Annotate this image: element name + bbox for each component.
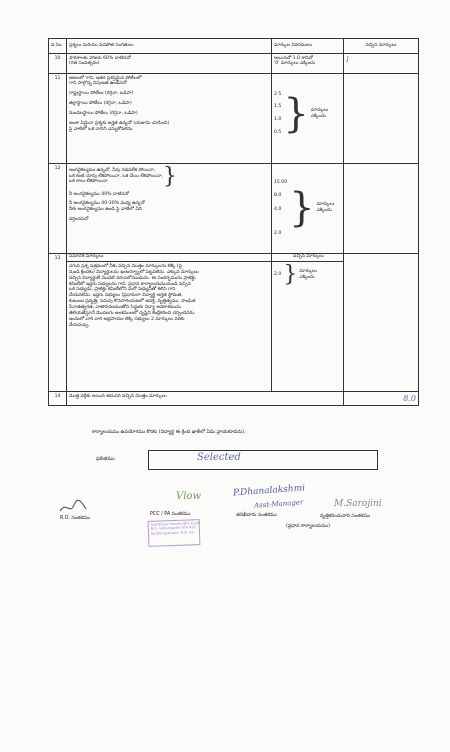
office-use-note: కార్యాలయము ఉపయోగము కొరకు (విద్యార్థి ఈ క్రింది ఖాళీలో ఏమి వ్రాయకూడదు). [92, 430, 246, 435]
brace-label [311, 108, 329, 120]
brace-label-line: మార్కులు [316, 202, 335, 208]
row-question [67, 164, 272, 254]
table-row-13 [49, 254, 419, 392]
paragraph-line: ఎగువ ప్రశ్న పత్రములో నీకు వచ్చిన మొత్తం మార్కులను లెక్కి (పై [69, 263, 182, 269]
row-marks-rule [272, 54, 344, 74]
question-line: అంశా ఏమైనా ప్రశ్నకు అర్హత ఉన్నచో (యజామి చూపించి) [69, 120, 170, 126]
marks-sub-header: వచ్చిన మార్కులు [272, 254, 343, 262]
organisation-stamp [148, 519, 201, 547]
paragraph-line: వచ్చిన విద్యార్థులే మొదటి వరుసలోనుండును. ఈ సందర్భమును ప్రాజెక్టు [69, 275, 196, 281]
paragraph-line: కమిటీలో ఇద్దరు సభ్యులను గాని, ప్రధాన కార్యాలయమునుండి వచ్చిన [69, 281, 191, 287]
row-number: 14 [49, 392, 67, 406]
right-brace-icon: } [283, 90, 309, 137]
brace-label-line: ఎక్కించు [316, 208, 332, 214]
marks-group [274, 180, 341, 238]
question-line: (గత సంవత్సరం) [69, 61, 100, 67]
stamp-line: Ibrahimpatnam, R.R. Dt. [150, 530, 195, 536]
row-marks-options [272, 164, 344, 254]
total-value: 8.0 [403, 393, 416, 403]
result-box [148, 450, 378, 470]
marks-group [274, 92, 341, 137]
checker-signature: P.Dhanalakshmi [232, 483, 306, 499]
marks-value: 2.0 [274, 271, 282, 277]
row-awarded-marks [344, 254, 419, 392]
table-row-10 [49, 54, 419, 74]
question-line: రాష్ట్రస్థాయి పోటీలు (రెగ్గెనా, ఒడిపా) [69, 91, 134, 97]
question-line: ఒక కాలు లేకపోయినా [69, 179, 108, 185]
row-total-label: మొత్త వర్గీకు అయిన తదుపరి వచ్చిన మొత్తం మార్కులు [67, 392, 344, 406]
question-line: ఆటలలో గాని, ఇతర ప్రశస్తమైన పోటీలలో [69, 75, 142, 81]
marks-values [274, 180, 287, 238]
paragraph-line: నుండి క్రిందకు) విద్యార్థులను ఇంటర్వ్యూలో పెట్టవలెను. ఎక్కువ మార్కులు [69, 269, 199, 275]
header-awarded-marks: వచ్చిన మార్కులు [344, 39, 419, 54]
question-line: పై వాటిలో ఒక దానిని ఎన్నుకోవలెను. [69, 126, 134, 132]
officer-signature: M.Sarojini [334, 499, 382, 509]
marks-line: '0' మార్కులు ఎక్కించు [274, 61, 316, 67]
question-group [69, 163, 269, 189]
paragraph-line: చేయవలెను. ఇద్దరు సభ్యులు (ప్రధానంగా విద్యార్థి అర్హత స్థోమత, [69, 293, 183, 299]
row-number: 13 [49, 254, 67, 392]
brace-label [299, 269, 317, 281]
row-question [67, 54, 272, 74]
paragraph-line: కుటుంబ ప్రవృత్తి, సదుపు కొనసాగించుటలో ఆసక్తి, వృత్తిత్వము, సాంఘిక [69, 299, 196, 305]
question-line: పాఠశాలకు హాజరు 60% దాటినచో [69, 55, 131, 61]
header-question: ప్రశ్నలు మరియు పదపోత సంగతులు [67, 39, 272, 54]
header-marks-details: మార్కుల వివరములు [272, 39, 344, 54]
row-awarded-marks [344, 54, 419, 74]
marks-value: 2.0 [274, 231, 282, 237]
question-line: మండలస్థాయి పోటీలు (రెగ్గెనా, ఒడిపా) [69, 111, 138, 116]
question-line: ఒక కంటి చూపు లేకపోయినా, ఒక చేయి లేకపోయినా, [69, 173, 163, 179]
question-intro [69, 168, 163, 186]
table-row-11 [49, 74, 419, 164]
total-awarded-marks [344, 392, 419, 406]
result-value: Selected [197, 452, 241, 463]
table-row-14 [49, 392, 419, 406]
evaluation-table [48, 38, 419, 406]
marks-line: అయినచో 1.0 కానిచో [274, 55, 313, 61]
marks-value: 2.5 [274, 91, 282, 97]
marks-value: 1.5 [274, 104, 282, 110]
stamp-line: B.S. Vellampalle 509 416 [150, 525, 196, 532]
marks-value: 4.0 [274, 207, 282, 213]
result-label: ఫలితము: [96, 456, 116, 462]
checker-title: Asst-Manager [253, 498, 304, 510]
marks-value: 15.00 [274, 179, 288, 185]
paragraph-line: ఒక సభ్యుడు, ప్రాజెక్టు కమిటీలోని మరో సభ్యునితో కలిసి గాని [69, 287, 176, 293]
brace-label-line: మార్కులు [310, 107, 329, 113]
question-line: నీ అంగవైకల్యము 40% దాటినచో [69, 191, 129, 197]
section-title: సమావేశ మార్కులు [67, 254, 271, 262]
paragraph-line: ఇందులో వారి వారి అభ్రపాయం లెక్కి సభ్యులు 2 మార్కులు వరకు [69, 316, 185, 322]
pcc-signature-label: PCC / PA సంతకము [150, 512, 191, 517]
awarded-value: I [346, 55, 349, 64]
row-number: 10 [49, 54, 67, 74]
right-brace-icon: } [283, 261, 298, 287]
marks-value: 8.0 [274, 193, 282, 199]
question-line: అంగవైకల్యము ఉన్నచో, నీవు నడవలేక పోయినా, [69, 167, 156, 173]
row-number: 12 [49, 164, 67, 254]
officer-signature-label: వృత్తికరించువారి సంతకము [320, 514, 371, 519]
question-line: నీకు అంగవైకల్యము ఉండి పై వాటిలో ఏది [69, 207, 142, 213]
brace-label [317, 202, 335, 214]
ro-signature [58, 497, 88, 517]
question-line: వర్తించనచో [69, 217, 89, 223]
header-serial-number: వ.సెం. [49, 39, 67, 54]
right-brace-icon: } [289, 185, 315, 232]
marks-values [274, 92, 281, 137]
table-row-12 [49, 164, 419, 254]
right-brace-icon: } [162, 163, 177, 189]
table-header-row [49, 39, 419, 54]
marks-value: 1.0 [274, 117, 282, 123]
question-line: నీ అంగవైకల్యము 40-30% మధ్య ఉన్నచో [69, 201, 145, 207]
row-awarded-marks [344, 74, 419, 164]
ro-signature-label: R.O. సంతకము [60, 516, 91, 521]
stamp-line: Gandhian Handicrafts Guild [150, 521, 201, 527]
pcc-signature: Vlow [176, 491, 201, 502]
row-number: 11 [49, 74, 67, 164]
marks-value: 0.5 [274, 130, 282, 136]
paragraph-line: తెలియజేస్తూనే మొదలగు అంశములలో దృష్టిని కేంద్రీకరించి చర్చించెదరు. [69, 310, 196, 316]
question-line: గాని పాల్గొన్న నిపుణత ఉండినచో [69, 81, 127, 87]
row-question [67, 254, 272, 392]
row-marks-options [272, 74, 344, 164]
question-line: జిల్లాస్థాయి పోటీలు (రెగ్గెనా, ఒడిపా) [69, 101, 132, 107]
brace-label-line: మార్కులు [299, 269, 317, 274]
brace-label-line: ఎక్కించు [299, 274, 315, 280]
checker-signature-label: తనిఖీదారు సంతకము [236, 513, 277, 518]
row-awarded-marks [344, 164, 419, 254]
brace-label-line: ఎక్కించు [310, 113, 326, 119]
paragraph-line: వేయవచ్చు. [69, 322, 90, 328]
row-question [67, 74, 272, 164]
paragraph-line: సేవాతత్వరత, వాతావరణముతోని సిద్ధంకు విద్యా అవకాశమును [69, 305, 181, 310]
row-marks-options [272, 254, 344, 392]
head-office-label: (ప్రధాన కార్యాలయము) [286, 524, 331, 529]
marks-group [274, 261, 341, 287]
